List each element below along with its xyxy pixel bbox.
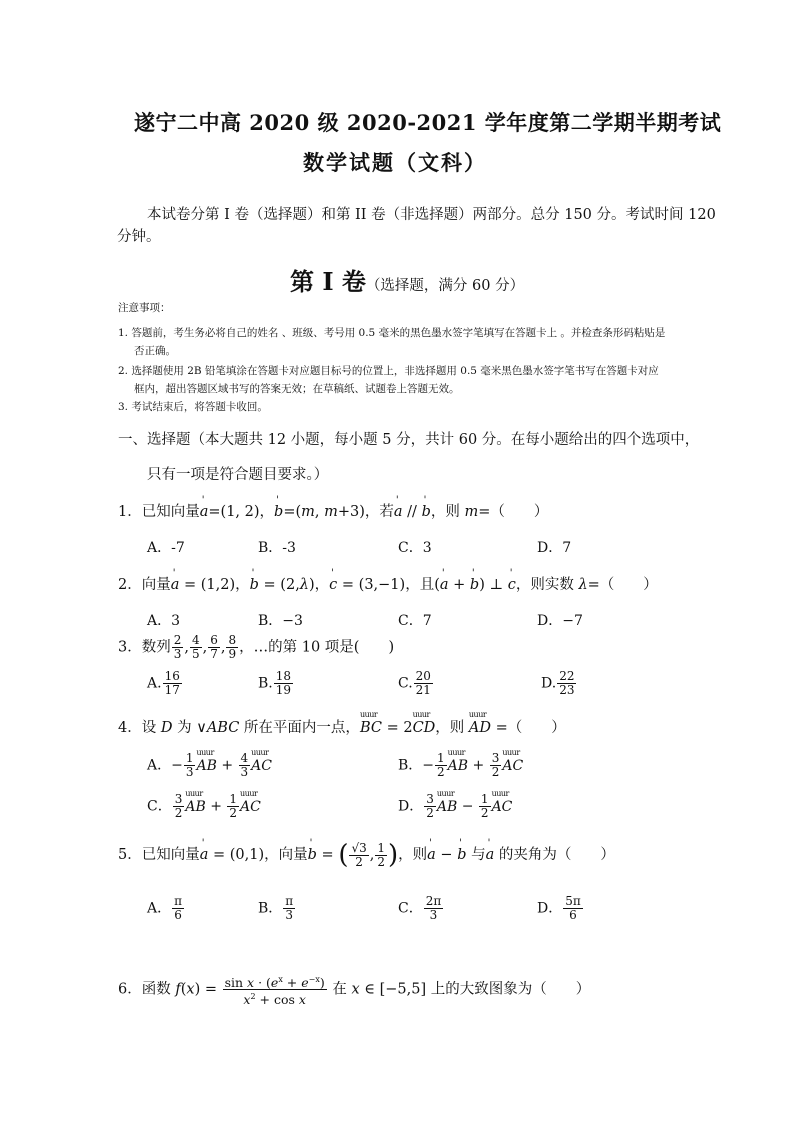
note-1-cont: 否正确。 [134, 345, 176, 357]
note-1: 1. 答题前，考生务必将自己的姓名 、班级、考号用 0.5 毫米的黑色墨水签字笔填写在答题卡上 。并检查条形码粘贴是 [118, 327, 666, 339]
question-2: 2．向量' a = (1,2)，' b = (2,λ)，' c = (3,−1)，且(' a + ' b) ⊥ ' c，则实数 λ=（ ） [118, 573, 658, 594]
q5-option-a: A． $\frac{\pi}{6}$ [147, 894, 183, 922]
q1-option-d: D．7 [537, 540, 572, 556]
q1-option-a: A．-7 [147, 540, 185, 556]
note-3: 3. 考试结束后，将答题卡收回。 [118, 401, 268, 413]
q4-option-a: A．− $\frac{1}{3}$ uuur AB + $\frac{4}{3}$ uuur AC [147, 752, 272, 779]
section1-line-2: 只有一项是符合题目要求。） [147, 467, 329, 483]
note-2: 2. 选择题使用 2B 铅笔填涂在答题卡对应题目标号的位置上，非选择题用 0.5 毫米黑色墨水签字笔书写在答题卡对应 [118, 365, 659, 377]
q1-option-b: B．-3 [258, 540, 296, 556]
q3-option-c: C. $\frac{20}{21}$ [398, 669, 431, 697]
q5-option-d: D． $\frac{5\pi}{6}$ [537, 894, 581, 922]
q2-option-d: D．−7 [537, 613, 583, 629]
question-5: 5．已知向量' a = (0,1)，向量' b = ( $\frac{√3}{2}$ , $\frac{1}{2}$ )，则' a − ' b 与' a 的夹角为（ ） [118, 840, 615, 870]
q4-option-d: D． $\frac{3}{2}$ uuur AB − $\frac{1}{2}$ uuur AC [398, 793, 512, 820]
q5-option-c: C． $\frac{2\pi}{3}$ [398, 894, 442, 922]
q2-option-b: B．−3 [258, 613, 303, 629]
question-6: 6．函数 f(x) = $\frac{\sin x \cdot (e^x + e^{-x})}{x^2 + \cos x}$ 在 x ∈ [−5,5] 上的大致图象为（ ） [118, 975, 591, 1008]
q4-option-c: C． $\frac{3}{2}$ uuur AB + $\frac{1}{2}$ uuur AC [147, 793, 261, 820]
q2-option-a: A．3 [147, 613, 181, 629]
section1-line-1: 一、选择题（本大题共 12 小题，每小题 5 分，共计 60 分。在每小题给出的四个选项中， [118, 432, 700, 448]
part-heading-note: （选择题，满分 60 分） [365, 278, 525, 294]
q3-option-b: B. $\frac{18}{19}$ [258, 669, 292, 697]
q4-option-b: B．− $\frac{1}{2}$ uuur AB + $\frac{3}{2}$ uuur AC [398, 752, 523, 779]
q1-option-c: C．3 [398, 540, 432, 556]
q3-option-d: D. $\frac{22}{23}$ [541, 669, 575, 697]
intro-line-2: 分钟。 [117, 229, 161, 245]
intro-line-1: 本试卷分第 I 卷（选择题）和第 II 卷（非选择题）两部分。总分 150 分。考试时间 120 [147, 207, 716, 223]
note-2-cont: 框内，超出答题区域书写的答案无效；在草稿纸、试题卷上答题无效。 [134, 383, 460, 395]
q5-option-b: B． $\frac{\pi}{3}$ [258, 894, 294, 922]
exam-title: 遂宁二中高 2020 级 2020-2021 学年度第二学期半期考试 [134, 110, 722, 135]
part-heading [290, 262, 524, 297]
notes-title: 注意事项： [118, 302, 171, 314]
question-3: 3．数列 $\frac{2}{3}$ , $\frac{4}{5}$ , $\frac{6}{7}$ , $\frac{8}{9}$ ，…的第 10 项是( ) [118, 633, 395, 661]
q2-option-c: C．7 [398, 613, 432, 629]
question-4: 4．设 D 为 ∨ABC 所在平面内一点，uuur BC = 2uuur CD，则 uuur AD =（ ） [118, 716, 566, 737]
part-heading-main: 第 Ⅰ 卷 [290, 267, 366, 296]
q3-option-a: A. $\frac{16}{17}$ [147, 669, 180, 697]
question-1: 1．已知向量' a=(1, 2)，' b=(m, m+3)，若' a // ' b，则 m=（ ） [118, 500, 548, 521]
exam-subtitle: 数学试题（文科） [303, 150, 487, 175]
